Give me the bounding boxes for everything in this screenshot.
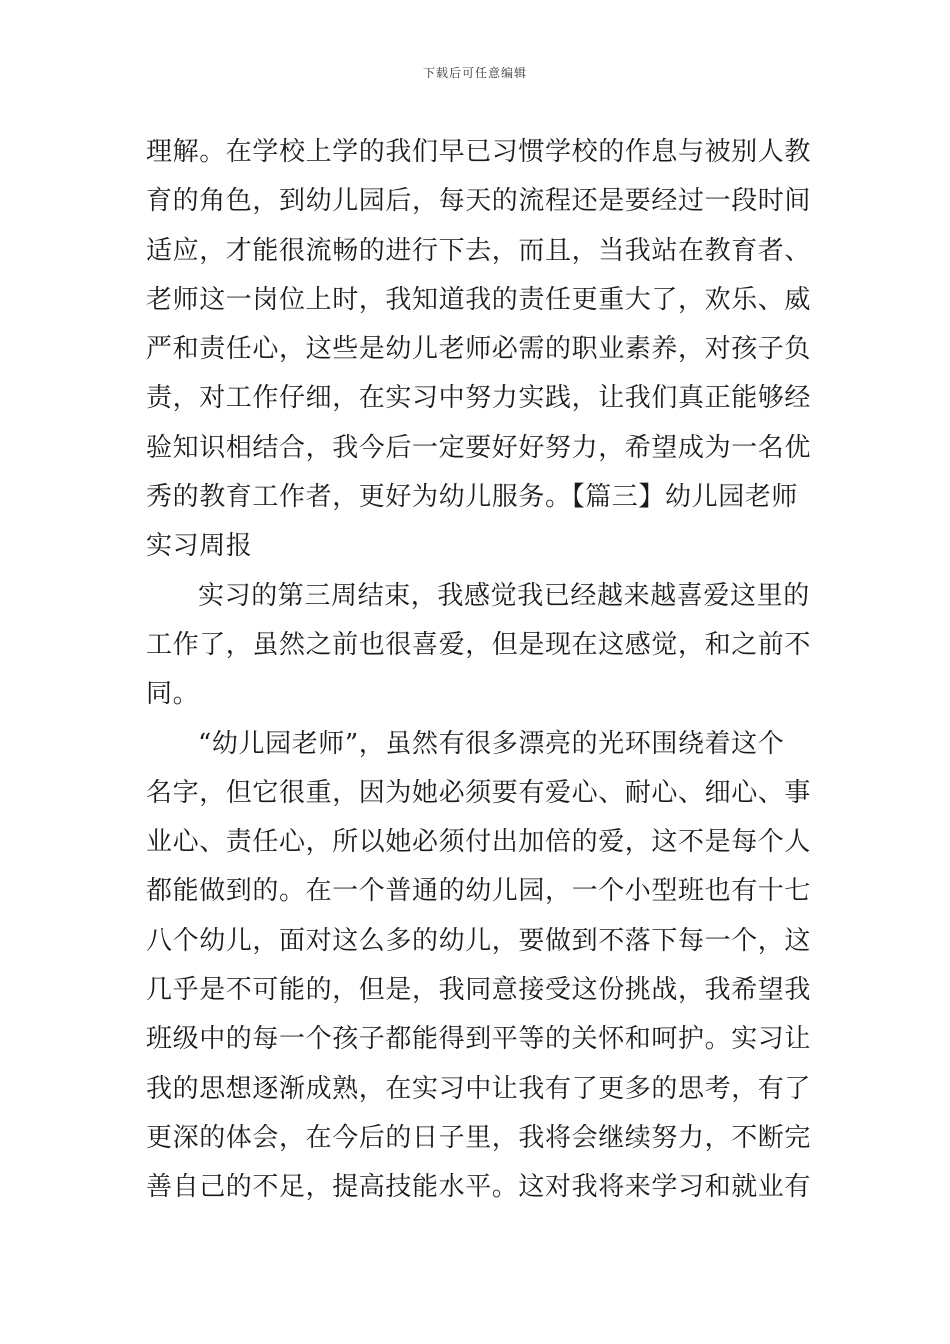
text-line: 育的角色，到幼儿园后，每天的流程还是要经过一段时间	[146, 186, 812, 217]
text-line: 秀的教育工作者，更好为幼儿服务。【篇三】幼儿园老师	[146, 482, 799, 513]
text-line: 理解。在学校上学的我们早已习惯学校的作息与被别人教	[146, 137, 812, 167]
page-header-note: 下载后可任意编辑	[422, 66, 527, 80]
text-line: 适应，才能很流畅的进行下去，而且，当我站在教育者、	[146, 235, 812, 266]
text-line: 几乎是不可能的，但是，我同意接受这份挑战，我希望我	[146, 975, 812, 1006]
text-line: 严和责任心，这些是幼儿老师必需的职业素养，对孩子负	[146, 334, 812, 365]
text-line: 善自己的不足，提高技能水平。这对我将来学习和就业有	[146, 1172, 812, 1203]
text-line: 更深的体会，在今后的日子里，我将会继续努力，不断完	[146, 1122, 812, 1153]
text-line: 八个幼儿，面对这么多的幼儿，要做到不落下每一个，这	[146, 925, 812, 956]
text-line: 都能做到的。在一个普通的幼儿园，一个小型班也有十七	[146, 876, 812, 907]
text-line: 我的思想逐渐成熟，在实习中让我有了更多的思考，有了	[146, 1073, 812, 1104]
text-line: 实习周报	[146, 531, 253, 562]
text-line: 责，对工作仔细，在实习中努力实践，让我们真正能够经	[146, 383, 812, 414]
paragraph-first-line: “幼儿园老师”，虽然有很多漂亮的光环围绕着这个	[198, 728, 785, 759]
text-line: 同。	[146, 679, 200, 710]
text-line: 验知识相结合，我今后一定要好好努力，希望成为一名优	[146, 432, 812, 463]
body-text	[146, 128, 810, 1213]
paragraph-first-line: 实习的第三周结束，我感觉我已经越来越喜爱这里的	[198, 580, 810, 611]
text-line: 名字，但它很重，因为她必须要有爱心、耐心、细心、事	[146, 777, 812, 808]
text-line: 工作了，虽然之前也很喜爱，但是现在这感觉，和之前不	[146, 629, 812, 660]
text-line: 班级中的每一个孩子都能得到平等的关怀和呵护。实习让	[146, 1024, 812, 1055]
text-line: 业心、责任心，所以她必须付出加倍的爱，这不是每个人	[146, 827, 812, 858]
text-line: 老师这一岗位上时，我知道我的责任更重大了，欢乐、威	[146, 284, 812, 315]
